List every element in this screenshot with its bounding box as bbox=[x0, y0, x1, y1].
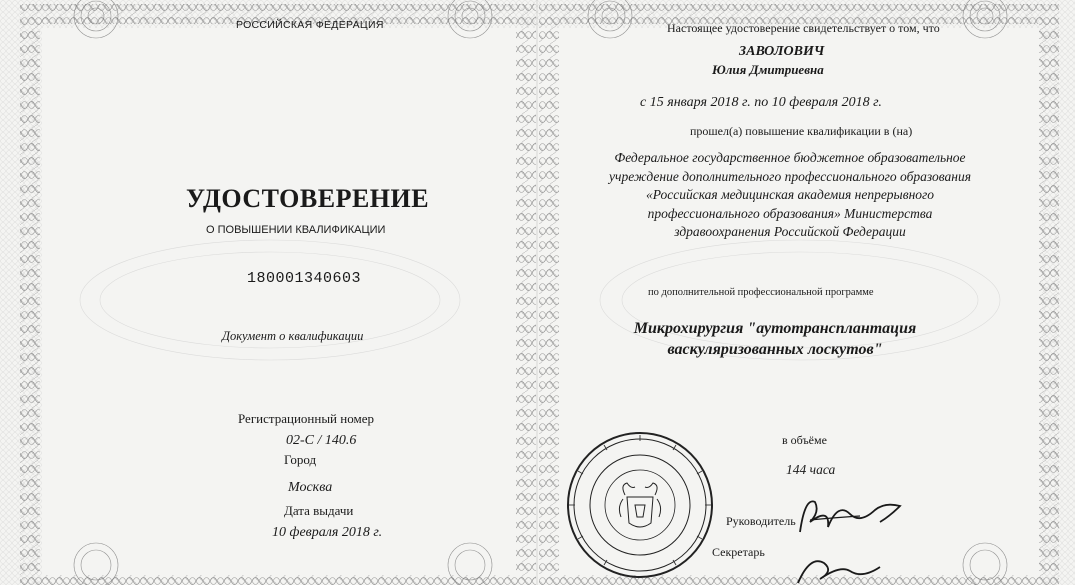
program-title-line: васкуляризованных лоскутов" bbox=[667, 341, 883, 358]
organization-line: учреждение дополнительного профессионального образования bbox=[609, 168, 971, 184]
study-period: с 15 января 2018 г. по 10 февраля 2018 г. bbox=[640, 95, 882, 110]
organization-line: «Российская медицинская академия непрерывного bbox=[645, 187, 935, 202]
program-title bbox=[570, 318, 980, 360]
program-title-line: Микрохирургия "аутотрансплантация bbox=[633, 320, 917, 337]
registration-label: Регистрационный номер bbox=[238, 411, 374, 426]
secretary-label: Секретарь bbox=[712, 545, 765, 559]
document-subtitle: О ПОВЫШЕНИИ КВАЛИФИКАЦИИ bbox=[206, 224, 386, 236]
organization-line: здравоохранения Российской Федерации bbox=[674, 224, 906, 239]
certificate-number: 180001340603 bbox=[247, 270, 362, 287]
secretary-signature bbox=[790, 545, 900, 585]
city-value: Москва bbox=[288, 480, 333, 495]
document-type-label: Документ о квалификации bbox=[222, 329, 364, 343]
country-label: РОССИЙСКАЯ ФЕДЕРАЦИЯ bbox=[236, 19, 384, 31]
head-label: Руководитель bbox=[726, 514, 796, 528]
page-fold bbox=[536, 0, 538, 585]
issue-date-label: Дата выдачи bbox=[284, 503, 354, 518]
holder-surname: ЗАВОЛОВИЧ bbox=[739, 44, 825, 59]
issue-date-value: 10 февраля 2018 г. bbox=[272, 525, 383, 540]
program-label: по дополнительной профессиональной программе bbox=[648, 287, 874, 298]
volume-label: в объёме bbox=[782, 433, 827, 447]
head-signature bbox=[790, 492, 920, 542]
coat-of-arms-icon bbox=[619, 483, 660, 527]
holder-name: Юлия Дмитриевна bbox=[712, 62, 824, 77]
registration-number: 02-С / 140.6 bbox=[286, 433, 357, 448]
passed-training-label: прошел(а) повышение квалификации в (на) bbox=[690, 124, 913, 138]
organization-line: Федеральное государственное бюджетное образовательное bbox=[614, 150, 966, 165]
document-title: УДОСТОВЕРЕНИЕ bbox=[186, 184, 430, 213]
city-label: Город bbox=[284, 452, 317, 467]
volume-value: 144 часа bbox=[786, 462, 836, 477]
organization-line: профессионального образования» Министерства bbox=[647, 205, 933, 221]
intro-text: Настоящее удостоверение свидетельствует о том, что bbox=[667, 21, 940, 35]
organization-block bbox=[560, 149, 1020, 242]
official-seal bbox=[565, 425, 715, 585]
